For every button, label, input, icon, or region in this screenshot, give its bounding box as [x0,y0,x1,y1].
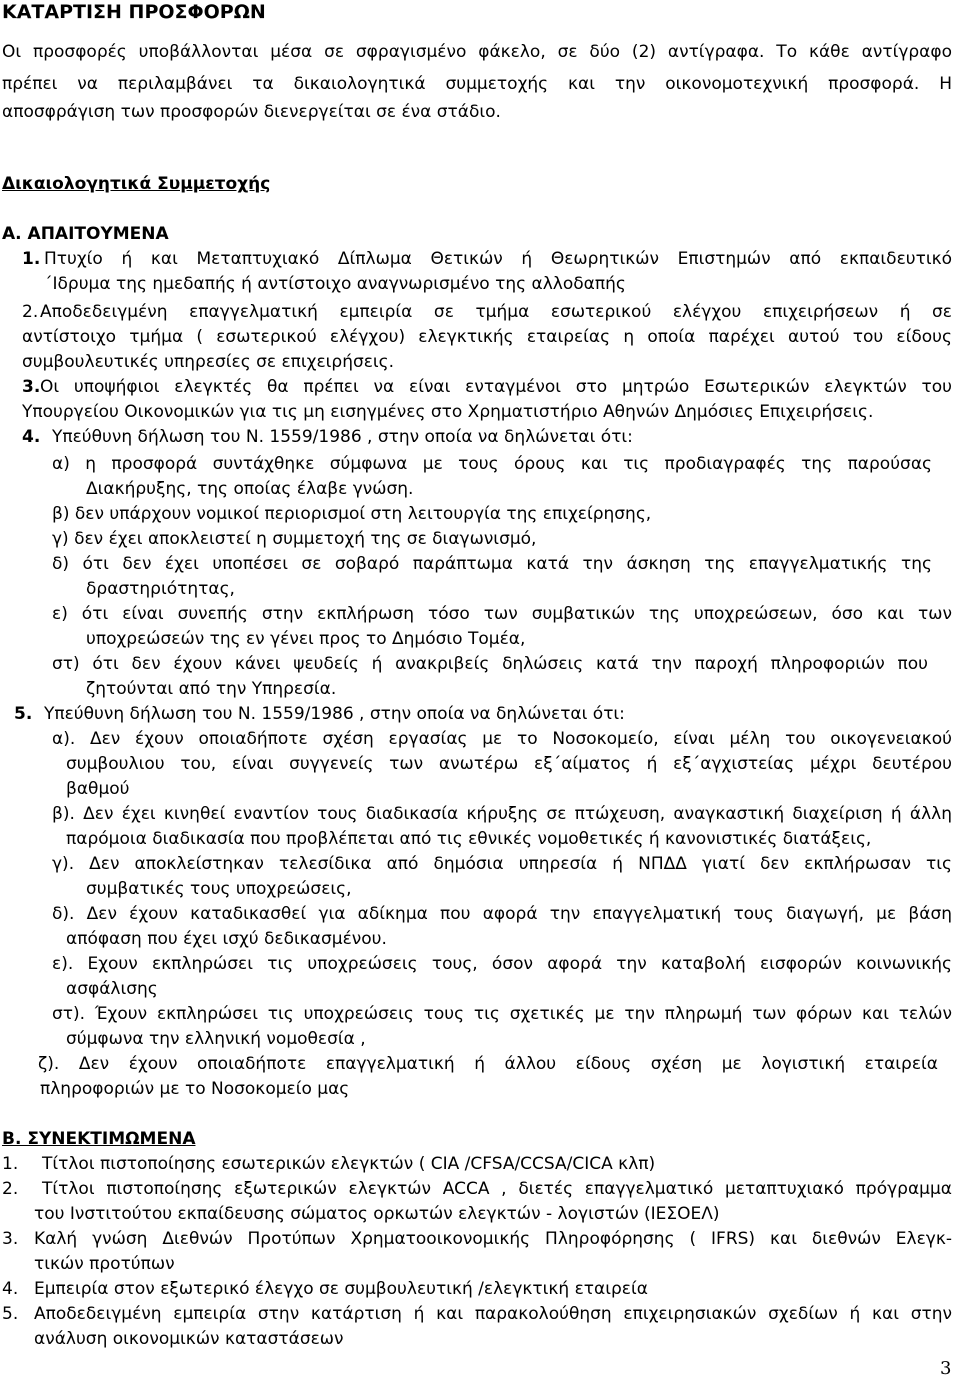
weighted-2-line-2: του Ινστιτούτου εκπαίδευσης σώματος ορκωτών ελεγκτών - λογιστών (ΙΕΣΟΕΛ) [34,1204,720,1224]
item-number: 2. [2,1179,19,1199]
weighted-heading: Β. ΣΥΝΕΚΤΙΜΩΜΕΝΑ [2,1129,196,1149]
req-4st-line-1: στ) ότι δεν έχουν κάνει ψευδείς ή ανακριβείς δηλώσεις κατά την παροχή πληροφοριών που [52,654,928,674]
req-4e-line-1: ε) ότι είναι συνεπής στην εκπλήρωση τόσο των συμβατικών της υποχρεώσεων, όσο και των [52,604,952,624]
req-5-text: Υπεύθυνη δήλωση του Ν. 1559/1986 , στην οποία να δηλώνεται ότι: [44,704,625,724]
req-3-line-2: Υπουργείου Οικονομικών για τις μη εισηγμένες στο Χρηματιστήριο Αθηνών Δημόσιες Επιχειρήσεις. [22,402,874,422]
req-5a-line-2: συμβουλιου του, είναι συγγενείς των ανωτέρω εξ΄αίματος ή εξ΄αγχιστείας μέχρι δευτέρου [66,754,952,774]
req-5z-line-2: πληροφοριών με το Νοσοκομείο μας [40,1079,350,1099]
req-5c-line-1: γ). Δεν αποκλείστηκαν τελεσίδικα από δημόσια υπηρεσία ή ΝΠΔΔ γιατί δεν εκπλήρωσαν τις [52,854,952,874]
req-5e-line-1: ε). Εχουν εκπληρώσει τις υποχρεώσεις τους, όσον αφορά την καταβολή εισφορών κοινωνικής [52,954,952,974]
weighted-3-line-1: Καλή γνώση Διεθνών Προτύπων Χρηματοοικονομικής Πληροφόρησης ( IFRS) και διεθνών Ελεγκ- [34,1229,952,1249]
req-2-line-3: συμβουλευτικές υπηρεσίες σε επιχειρήσεις. [22,352,395,372]
req-4d-line-1: δ) ότι δεν έχει υποπέσει σε σοβαρό παράπτωμα κατά την άσκηση της επαγγελματικής της [52,554,932,574]
req-1-line-1: Πτυχίο ή και Μεταπτυχιακό Δίπλωμα Θετικών ή Θεωρητικών Επιστημών από εκπαιδευτικό [44,249,952,269]
intro-line-2: πρέπει να περιλαμβάνει τα δικαιολογητικά συμμετοχής και την οικονομοτεχνική προσφορά. Η [2,74,952,94]
req-4-text: Υπεύθυνη δήλωση του Ν. 1559/1986 , στην οποία να δηλώνεται ότι: [52,427,633,447]
intro-line-3: αποσφράγιση των προσφορών διενεργείται σε ένα στάδιο. [2,102,501,122]
item-number: 2. [22,302,39,322]
req-5a-line-3: βαθμού [66,779,130,799]
weighted-5-line-2: ανάλυση οικονομικών καταστάσεων [34,1329,344,1349]
weighted-2-line-1: Τίτλοι πιστοποίησης εξωτερικών ελεγκτών ACCA , διετές επαγγελματικό μεταπτυχιακό πρόγραμμα [42,1179,952,1199]
item-number: 1. [22,249,41,269]
item-number: 5. [14,704,33,724]
req-2-line-2: αντίστοιχο τμήμα ( εσωτερικού ελέγχου) ελεγκτικής εταιρείας η οποία παρέχει αυτού του είδους [22,327,952,347]
item-number: 5. [2,1304,19,1324]
req-4b: β) δεν υπάρχουν νομικοί περιορισμοί στη λειτουργία της επιχείρησης, [52,504,652,524]
weighted-5-line-1: Αποδεδειγμένη εμπειρία στην κατάρτιση ή και παρακολούθηση επιχειρησιακών σχεδίων ή και στην [34,1304,952,1324]
item-number: 3. [22,377,41,397]
req-5d-line-1: δ). Δεν έχουν καταδικασθεί για αδίκημα που αφορά την επαγγελματική τους διαγωγή, με βάση [52,904,952,924]
req-1-line-2: ΄Ιδρυμα της ημεδαπής ή αντίστοιχο αναγνωρισμένο της αλλοδαπής [44,274,626,294]
req-5z-line-1: ζ). Δεν έχουν οποιαδήποτε επαγγελματική ή άλλου είδους σχέση με λογιστική εταιρεία [38,1054,938,1074]
item-number: 4. [22,427,41,447]
req-4a-line-1: α) η προσφορά συντάχθηκε σύμφωνα με τους όρους και τις προδιαγραφές της παρούσας [52,454,932,474]
intro-line-1: Οι προσφορές υποβάλλονται μέσα σε σφραγισμένο φάκελο, σε δύο (2) αντίγραφα. Το κάθε αντίγραφο [2,42,952,62]
req-5e-line-2: ασφάλισης [66,979,158,999]
req-5c-line-2: συμβατικές τους υποχρεώσεις, [86,879,352,899]
page-number: 3 [940,1358,952,1379]
req-5b-line-1: β). Δεν έχει κινηθεί εναντίον τους διαδικασία κήρυξης σε πτώχευση, αναγκαστική διαχείριση ή άλλη [52,804,952,824]
weighted-3-line-2: τικών προτύπων [34,1254,175,1274]
req-4a-line-2: Διακήρυξης, της οποίας έλαβε γνώση. [86,479,414,499]
req-5st-line-2: σύμφωνα την ελληνική νομοθεσία , [66,1029,366,1049]
req-5a-line-1: α). Δεν έχουν οποιαδήποτε σχέση εργασίας με το Νοσοκομείο, είναι μέλη του οικογενειακού [52,729,952,749]
req-3-line-1: Οι υποψήφιοι ελεγκτές θα πρέπει να είναι ενταγμένοι στο μητρώο Εσωτερικών ελεγκτών του [40,377,952,397]
weighted-1: Τίτλοι πιστοποίησης εσωτερικών ελεγκτών ( CIA /CFSA/CCSA/CICA κλπ) [42,1154,656,1174]
req-5d-line-2: απόφαση που έχει ισχύ δεδικασμένου. [66,929,387,949]
req-5b-line-2: παρόμοια διαδικασία που προβλέπεται από τις εθνικές νομοθετικές ή κανονιστικές διατάξεις, [66,829,872,849]
item-number: 4. [2,1279,19,1299]
req-4e-line-2: υποχρεώσεών της εν γένει προς το Δημόσιο Τομέα, [86,629,526,649]
page-title: ΚΑΤΑΡΤΙΣΗ ΠΡΟΣΦΟΡΩΝ [2,1,266,23]
req-4st-line-2: ζητούνται από την Υπηρεσία. [86,679,337,699]
weighted-4: Εμπειρία στον εξωτερικό έλεγχο σε συμβουλευτική /ελεγκτική εταιρεία [34,1279,648,1299]
section-heading: Δικαιολογητικά Συμμετοχής [2,174,271,194]
req-4d-line-2: δραστηριότητας, [86,579,235,599]
req-2-line-1: Αποδεδειγμένη επαγγελματική εμπειρία σε τμήμα εσωτερικού ελέγχου επιχειρήσεων ή σε [40,302,952,322]
req-5st-line-1: στ). Έχουν εκπληρώσει τις υποχρεώσεις τους τις σχετικές με την πληρωμή των φόρων και τελών [52,1004,952,1024]
item-number: 1. [2,1154,19,1174]
requirements-heading: Α. ΑΠΑΙΤΟΥΜΕΝΑ [2,224,169,244]
item-number: 3. [2,1229,19,1249]
req-4c: γ) δεν έχει αποκλειστεί η συμμετοχή της σε διαγωνισμό, [52,529,537,549]
